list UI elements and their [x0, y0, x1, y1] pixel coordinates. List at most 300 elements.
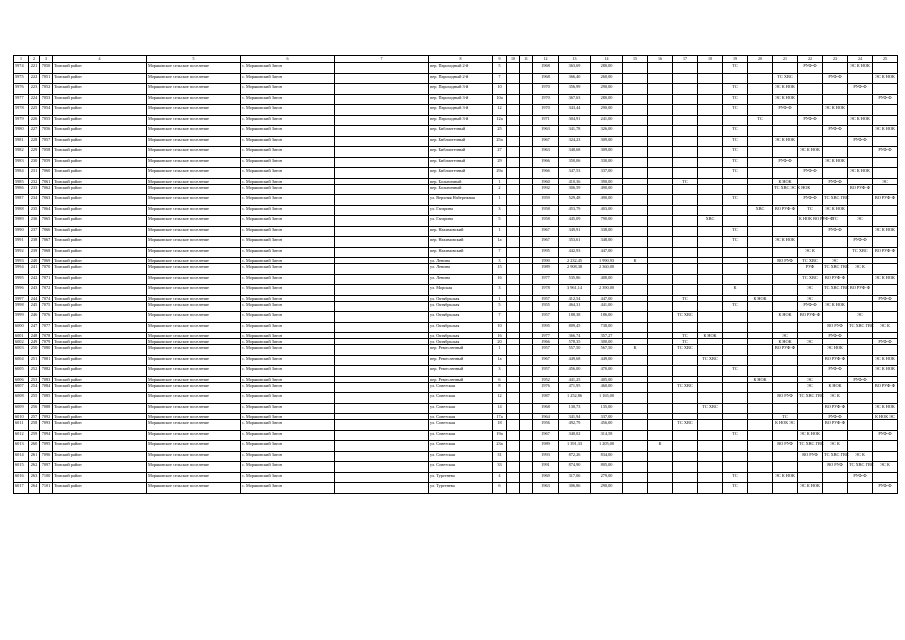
table-cell [623, 355, 648, 366]
table-cell: 248 [29, 333, 40, 339]
table-cell [723, 205, 748, 216]
table-cell [873, 168, 898, 179]
table-cell [748, 247, 773, 258]
table-cell: ЭС К НОК [848, 168, 873, 179]
table-row [14, 462, 898, 473]
column-number-header: 25 [873, 56, 898, 63]
table-cell: с. Моряковский Затон [241, 322, 335, 333]
table-cell: 6003 [14, 345, 29, 356]
table-cell [335, 393, 429, 404]
table-cell: 304,91 [559, 115, 591, 126]
table-cell [748, 345, 773, 356]
table-cell [335, 205, 429, 216]
table-cell [873, 184, 898, 195]
table-cell [673, 355, 698, 366]
table-cell: 242 [29, 274, 40, 285]
table-cell [748, 63, 773, 74]
table-cell: с. Моряковский Затон [241, 462, 335, 473]
table-cell: РУФ-Ф [823, 226, 848, 237]
table-cell [723, 403, 748, 414]
table-cell [748, 147, 773, 158]
table-cell: 258 [29, 420, 40, 431]
column-number-header: 9 [493, 56, 507, 63]
table-cell: К [623, 258, 648, 264]
table-cell [520, 430, 533, 441]
table-cell: Моряковское сельское поселение [147, 483, 241, 494]
table-cell: пер. Ремесленный [429, 355, 493, 366]
table-cell: ЭС К НОК [873, 403, 898, 414]
table-cell [507, 403, 520, 414]
table-cell [848, 195, 873, 206]
table-cell: ЭС К НОК [873, 366, 898, 377]
table-cell: 7052 [40, 84, 53, 95]
table-cell: 363,69 [559, 63, 591, 74]
table-cell: К НОК [773, 178, 798, 184]
table-cell [507, 483, 520, 494]
table-cell: РУФ-Ф [873, 483, 898, 494]
table-cell: 441,00 [591, 301, 623, 312]
table-cell: 306,86 [559, 483, 591, 494]
table-row [14, 73, 898, 84]
table-cell [798, 355, 823, 366]
table-cell: с. Моряковский Затон [241, 63, 335, 74]
table-cell [748, 393, 773, 404]
table-cell: 135,00 [591, 403, 623, 414]
table-cell: 29а [493, 168, 507, 179]
table-cell: 259 [29, 430, 40, 441]
table-cell [520, 226, 533, 237]
table-cell [507, 157, 520, 168]
table-cell: Томский район [53, 430, 147, 441]
table-cell [773, 366, 798, 377]
table-cell: 445,09 [559, 216, 591, 227]
table-cell: 1958 [533, 216, 559, 227]
table-cell: РУФ-Ф [823, 73, 848, 84]
table-cell [335, 274, 429, 285]
table-cell [673, 264, 698, 275]
table-cell: Моряковское сельское поселение [147, 247, 241, 258]
table-cell: 238 [29, 237, 40, 248]
table-cell: Моряковское сельское поселение [147, 63, 241, 74]
table-cell: ВО РУФ-Ф [773, 205, 798, 216]
table-cell [698, 237, 723, 248]
table-cell [335, 483, 429, 494]
column-number-header: 20 [748, 56, 773, 63]
table-cell [335, 472, 429, 483]
table-cell [698, 94, 723, 105]
table-cell: 7062 [40, 184, 53, 195]
table-cell: 290,00 [591, 84, 623, 95]
table-cell [723, 115, 748, 126]
table-cell [623, 216, 648, 227]
table-cell: 227 [29, 126, 40, 137]
table-row [14, 322, 898, 333]
table-cell [698, 312, 723, 323]
table-cell: 1969 [533, 472, 559, 483]
table-cell [648, 237, 673, 248]
table-row [14, 451, 898, 462]
table-cell: Томский район [53, 355, 147, 366]
table-cell [623, 147, 648, 158]
table-cell: Моряковское сельское поселение [147, 274, 241, 285]
table-row [14, 366, 898, 377]
table-cell: ЭС К НОК [848, 115, 873, 126]
table-cell: ЭС К НОК [798, 147, 823, 158]
table-cell: ВО РУФ-Ф [823, 403, 848, 414]
table-cell [848, 420, 873, 431]
table-cell [648, 382, 673, 393]
table-cell: 6006 [14, 376, 29, 382]
table-cell [723, 274, 748, 285]
table-cell: 246 [29, 312, 40, 323]
table-cell: Моряковское сельское поселение [147, 195, 241, 206]
table-cell: 1968 [533, 63, 559, 74]
column-number-header: 3 [40, 56, 53, 63]
table-cell: 6017 [14, 483, 29, 494]
table-cell [335, 403, 429, 414]
table-cell: 7063 [40, 195, 53, 206]
table-cell: 254 [29, 382, 40, 393]
table-cell: Томский район [53, 285, 147, 296]
table-cell [748, 420, 773, 431]
table-cell: 1 391,33 [559, 441, 591, 452]
table-cell [848, 382, 873, 393]
table-cell [648, 451, 673, 462]
table-cell: 5989 [14, 216, 29, 227]
table-cell [623, 226, 648, 237]
table-cell [623, 168, 648, 179]
table-cell [623, 184, 648, 195]
table-cell: 306,59 [559, 184, 591, 195]
table-cell [698, 136, 723, 147]
table-cell: ТС [723, 301, 748, 312]
table-cell: РУФ-Ф [773, 157, 798, 168]
table-cell: 447,00 [591, 247, 623, 258]
table-cell [873, 205, 898, 216]
table-cell [848, 205, 873, 216]
table-cell: 290,00 [591, 483, 623, 494]
table-cell [520, 63, 533, 74]
table-cell [507, 126, 520, 137]
table-cell [748, 472, 773, 483]
table-cell: 408,00 [591, 274, 623, 285]
table-row [14, 226, 898, 237]
table-cell: Томский район [53, 63, 147, 74]
table-cell: 262 [29, 462, 40, 473]
table-cell: 1957 [533, 345, 559, 356]
table-cell: пер. Пароходный 3-й [429, 84, 493, 95]
table-cell: ул. Октябрьская [429, 312, 493, 323]
column-number-header: 1 [14, 56, 29, 63]
table-cell [335, 264, 429, 275]
table-cell: Моряковское сельское поселение [147, 73, 241, 84]
table-cell: 20 [493, 339, 507, 345]
table-cell [698, 105, 723, 116]
table-cell [823, 136, 848, 147]
table-cell [698, 184, 723, 195]
table-cell: 338,00 [591, 226, 623, 237]
table-cell [873, 115, 898, 126]
table-cell: Моряковское сельское поселение [147, 393, 241, 404]
column-number-header: 22 [798, 56, 823, 63]
table-cell [823, 237, 848, 248]
table-cell: ТС ХВС [848, 247, 873, 258]
table-cell [798, 73, 823, 84]
table-cell: ТС [723, 105, 748, 116]
table-cell [698, 157, 723, 168]
table-cell: 280,00 [591, 94, 623, 105]
table-cell [798, 345, 823, 356]
table-cell: 441,25 [559, 376, 591, 382]
table-cell [773, 451, 798, 462]
table-cell: РУФ-Ф [798, 63, 823, 74]
table-cell: 7064 [40, 205, 53, 216]
column-number-header: 7 [335, 56, 429, 63]
table-cell [848, 157, 873, 168]
table-cell [648, 195, 673, 206]
table-cell: РУФ-Ф [798, 301, 823, 312]
table-cell: Моряковское сельское поселение [147, 322, 241, 333]
table-cell: 263 [29, 472, 40, 483]
table-cell [623, 157, 648, 168]
table-cell: 7088 [40, 403, 53, 414]
table-cell: 1 [493, 345, 507, 356]
table-cell: ВО РУФ [823, 322, 848, 333]
table-cell [823, 115, 848, 126]
table-cell [648, 184, 673, 195]
table-cell [648, 226, 673, 237]
table-cell: ВО РУФ-Ф [823, 274, 848, 285]
table-cell: 5978 [14, 105, 29, 116]
table-cell [698, 285, 723, 296]
table-cell [748, 451, 773, 462]
table-cell: 256 [29, 403, 40, 414]
table-cell: 7080 [40, 345, 53, 356]
table-cell [623, 195, 648, 206]
table-cell [507, 247, 520, 258]
table-cell: 357,27 [591, 333, 623, 339]
table-cell: ТС [723, 147, 748, 158]
table-cell: с. Моряковский Затон [241, 420, 335, 431]
table-cell: с. Моряковский Затон [241, 247, 335, 258]
table-cell [673, 237, 698, 248]
table-cell [520, 366, 533, 377]
table-row [14, 115, 898, 126]
table-cell: 6000 [14, 322, 29, 333]
table-cell: 260 [29, 441, 40, 452]
table-cell [748, 84, 773, 95]
table-cell: 834,00 [591, 451, 623, 462]
table-cell: ТС ХВС ГВС [823, 285, 848, 296]
table-cell [823, 184, 848, 195]
table-cell [648, 345, 673, 356]
table-cell [873, 420, 898, 431]
table-cell: Моряковское сельское поселение [147, 115, 241, 126]
table-cell [507, 441, 520, 452]
table-cell [698, 147, 723, 158]
table-cell: К [623, 345, 648, 356]
table-cell: с. Моряковский Затон [241, 126, 335, 137]
table-cell [873, 312, 898, 323]
table-cell: Томский район [53, 345, 147, 356]
table-cell [335, 322, 429, 333]
table-cell: 348,68 [559, 147, 591, 158]
table-cell: 442,93 [559, 247, 591, 258]
table-cell [520, 73, 533, 84]
table-cell [873, 216, 898, 227]
table-cell: 249 [29, 339, 40, 345]
table-cell [823, 63, 848, 74]
table-cell: ул. Верхняя Набережная [429, 195, 493, 206]
table-cell [873, 105, 898, 116]
table-cell [798, 157, 823, 168]
table-cell [520, 205, 533, 216]
table-cell [623, 301, 648, 312]
table-cell: пер. Ремесленный [429, 376, 493, 382]
table-cell [748, 157, 773, 168]
table-cell: 1 [493, 295, 507, 301]
table-row [14, 420, 898, 431]
table-cell: 7067 [40, 237, 53, 248]
table-cell: Моряковское сельское поселение [147, 376, 241, 382]
table-cell: Моряковское сельское поселение [147, 339, 241, 345]
table-cell [623, 115, 648, 126]
table-cell: ЭС К [848, 264, 873, 275]
table-cell [648, 84, 673, 95]
table-cell [648, 136, 673, 147]
table-cell: Моряковское сельское поселение [147, 285, 241, 296]
table-cell: Томский район [53, 178, 147, 184]
table-cell: с. Моряковский Затон [241, 382, 335, 393]
table-cell: 7097 [40, 462, 53, 473]
table-cell: 264 [29, 483, 40, 494]
table-cell: 6 [493, 483, 507, 494]
table-cell: 1971 [533, 115, 559, 126]
table-cell [773, 483, 798, 494]
table-cell: ВО РУФ-Ф [848, 184, 873, 195]
table-cell [723, 420, 748, 431]
table-cell [520, 483, 533, 494]
table-cell: с. Моряковский Затон [241, 73, 335, 84]
table-cell: 231 [29, 168, 40, 179]
table-cell: ВО РУФ-Ф [798, 312, 823, 323]
table-cell: ЭС НОК [823, 345, 848, 356]
table-cell: ТС ХВС ГВС [823, 451, 848, 462]
table-row [14, 168, 898, 179]
table-cell: ЭС К НОК [773, 136, 798, 147]
table-cell: ВО РУФ-Ф [873, 382, 898, 393]
table-cell [848, 441, 873, 452]
table-cell: с. Моряковский Затон [241, 414, 335, 420]
table-cell [673, 462, 698, 473]
table-cell: 5983 [14, 157, 29, 168]
table-cell [823, 94, 848, 105]
table-cell: 1966 [533, 168, 559, 179]
table-cell: Томский район [53, 126, 147, 137]
table-cell: 279,00 [591, 472, 623, 483]
table-cell [520, 126, 533, 137]
table-cell: Моряковское сельское поселение [147, 178, 241, 184]
table-cell: Томский район [53, 105, 147, 116]
table-cell: 1992 [533, 184, 559, 195]
table-cell: с. Моряковский Затон [241, 274, 335, 285]
table-cell: с. Моряковский Затон [241, 355, 335, 366]
table-cell: 1955 [533, 301, 559, 312]
table-cell: Моряковское сельское поселение [147, 366, 241, 377]
table-cell: 7077 [40, 322, 53, 333]
table-cell [773, 115, 798, 126]
table-cell: 31 [493, 451, 507, 462]
table-cell [673, 126, 698, 137]
table-cell: 464,31 [559, 301, 591, 312]
table-cell: 405,00 [591, 376, 623, 382]
table-cell [648, 274, 673, 285]
table-cell: Томский район [53, 136, 147, 147]
table-cell: ул. Ленина [429, 264, 493, 275]
table-cell: Моряковское сельское поселение [147, 355, 241, 366]
table-cell: Томский район [53, 301, 147, 312]
table-cell [873, 393, 898, 404]
table-cell: РУФ-Ф [848, 376, 873, 382]
table-cell: с. Моряковский Затон [241, 205, 335, 216]
table-cell [698, 205, 723, 216]
table-cell: 341,94 [559, 414, 591, 420]
table-cell: 403,00 [591, 205, 623, 216]
table-cell: пер. Пароходный 3-й [429, 105, 493, 116]
table-cell: 3 [493, 285, 507, 296]
table-cell: Томский район [53, 339, 147, 345]
table-cell: с. Моряковский Затон [241, 345, 335, 356]
table-cell [507, 366, 520, 377]
table-cell: 5984 [14, 168, 29, 179]
table-cell [673, 451, 698, 462]
table-cell: К НОК [773, 312, 798, 323]
table-cell: РУФ [798, 264, 823, 275]
table-cell: Моряковское сельское поселение [147, 237, 241, 248]
table-cell: 1978 [533, 285, 559, 296]
table-cell: 367,63 [559, 94, 591, 105]
table-cell: 350,06 [559, 157, 591, 168]
table-row [14, 237, 898, 248]
table-cell: РУФ-Ф [873, 295, 898, 301]
table-cell [723, 322, 748, 333]
table-cell [520, 301, 533, 312]
table-cell [673, 285, 698, 296]
table-cell: ул. Советская [429, 403, 493, 414]
table-cell: 7071 [40, 274, 53, 285]
table-cell: ул. Гагарина [429, 205, 493, 216]
table-cell [773, 216, 798, 227]
table-cell: с. Моряковский Затон [241, 157, 335, 168]
table-cell: 235 [29, 205, 40, 216]
table-cell: 1а [493, 355, 507, 366]
column-number-header: 16 [648, 56, 673, 63]
table-cell [773, 63, 798, 74]
table-row [14, 483, 898, 494]
table-cell [773, 301, 798, 312]
table-cell [520, 355, 533, 366]
table-cell: 7082 [40, 366, 53, 377]
table-cell [335, 226, 429, 237]
table-cell: Томский район [53, 274, 147, 285]
column-number-header: 19 [723, 56, 748, 63]
table-cell: Моряковское сельское поселение [147, 136, 241, 147]
table-cell: 261 [29, 451, 40, 462]
table-cell: 1967 [533, 237, 559, 248]
table-cell: ЭС [848, 216, 873, 227]
column-number-header: 4 [53, 56, 147, 63]
table-cell [335, 382, 429, 393]
